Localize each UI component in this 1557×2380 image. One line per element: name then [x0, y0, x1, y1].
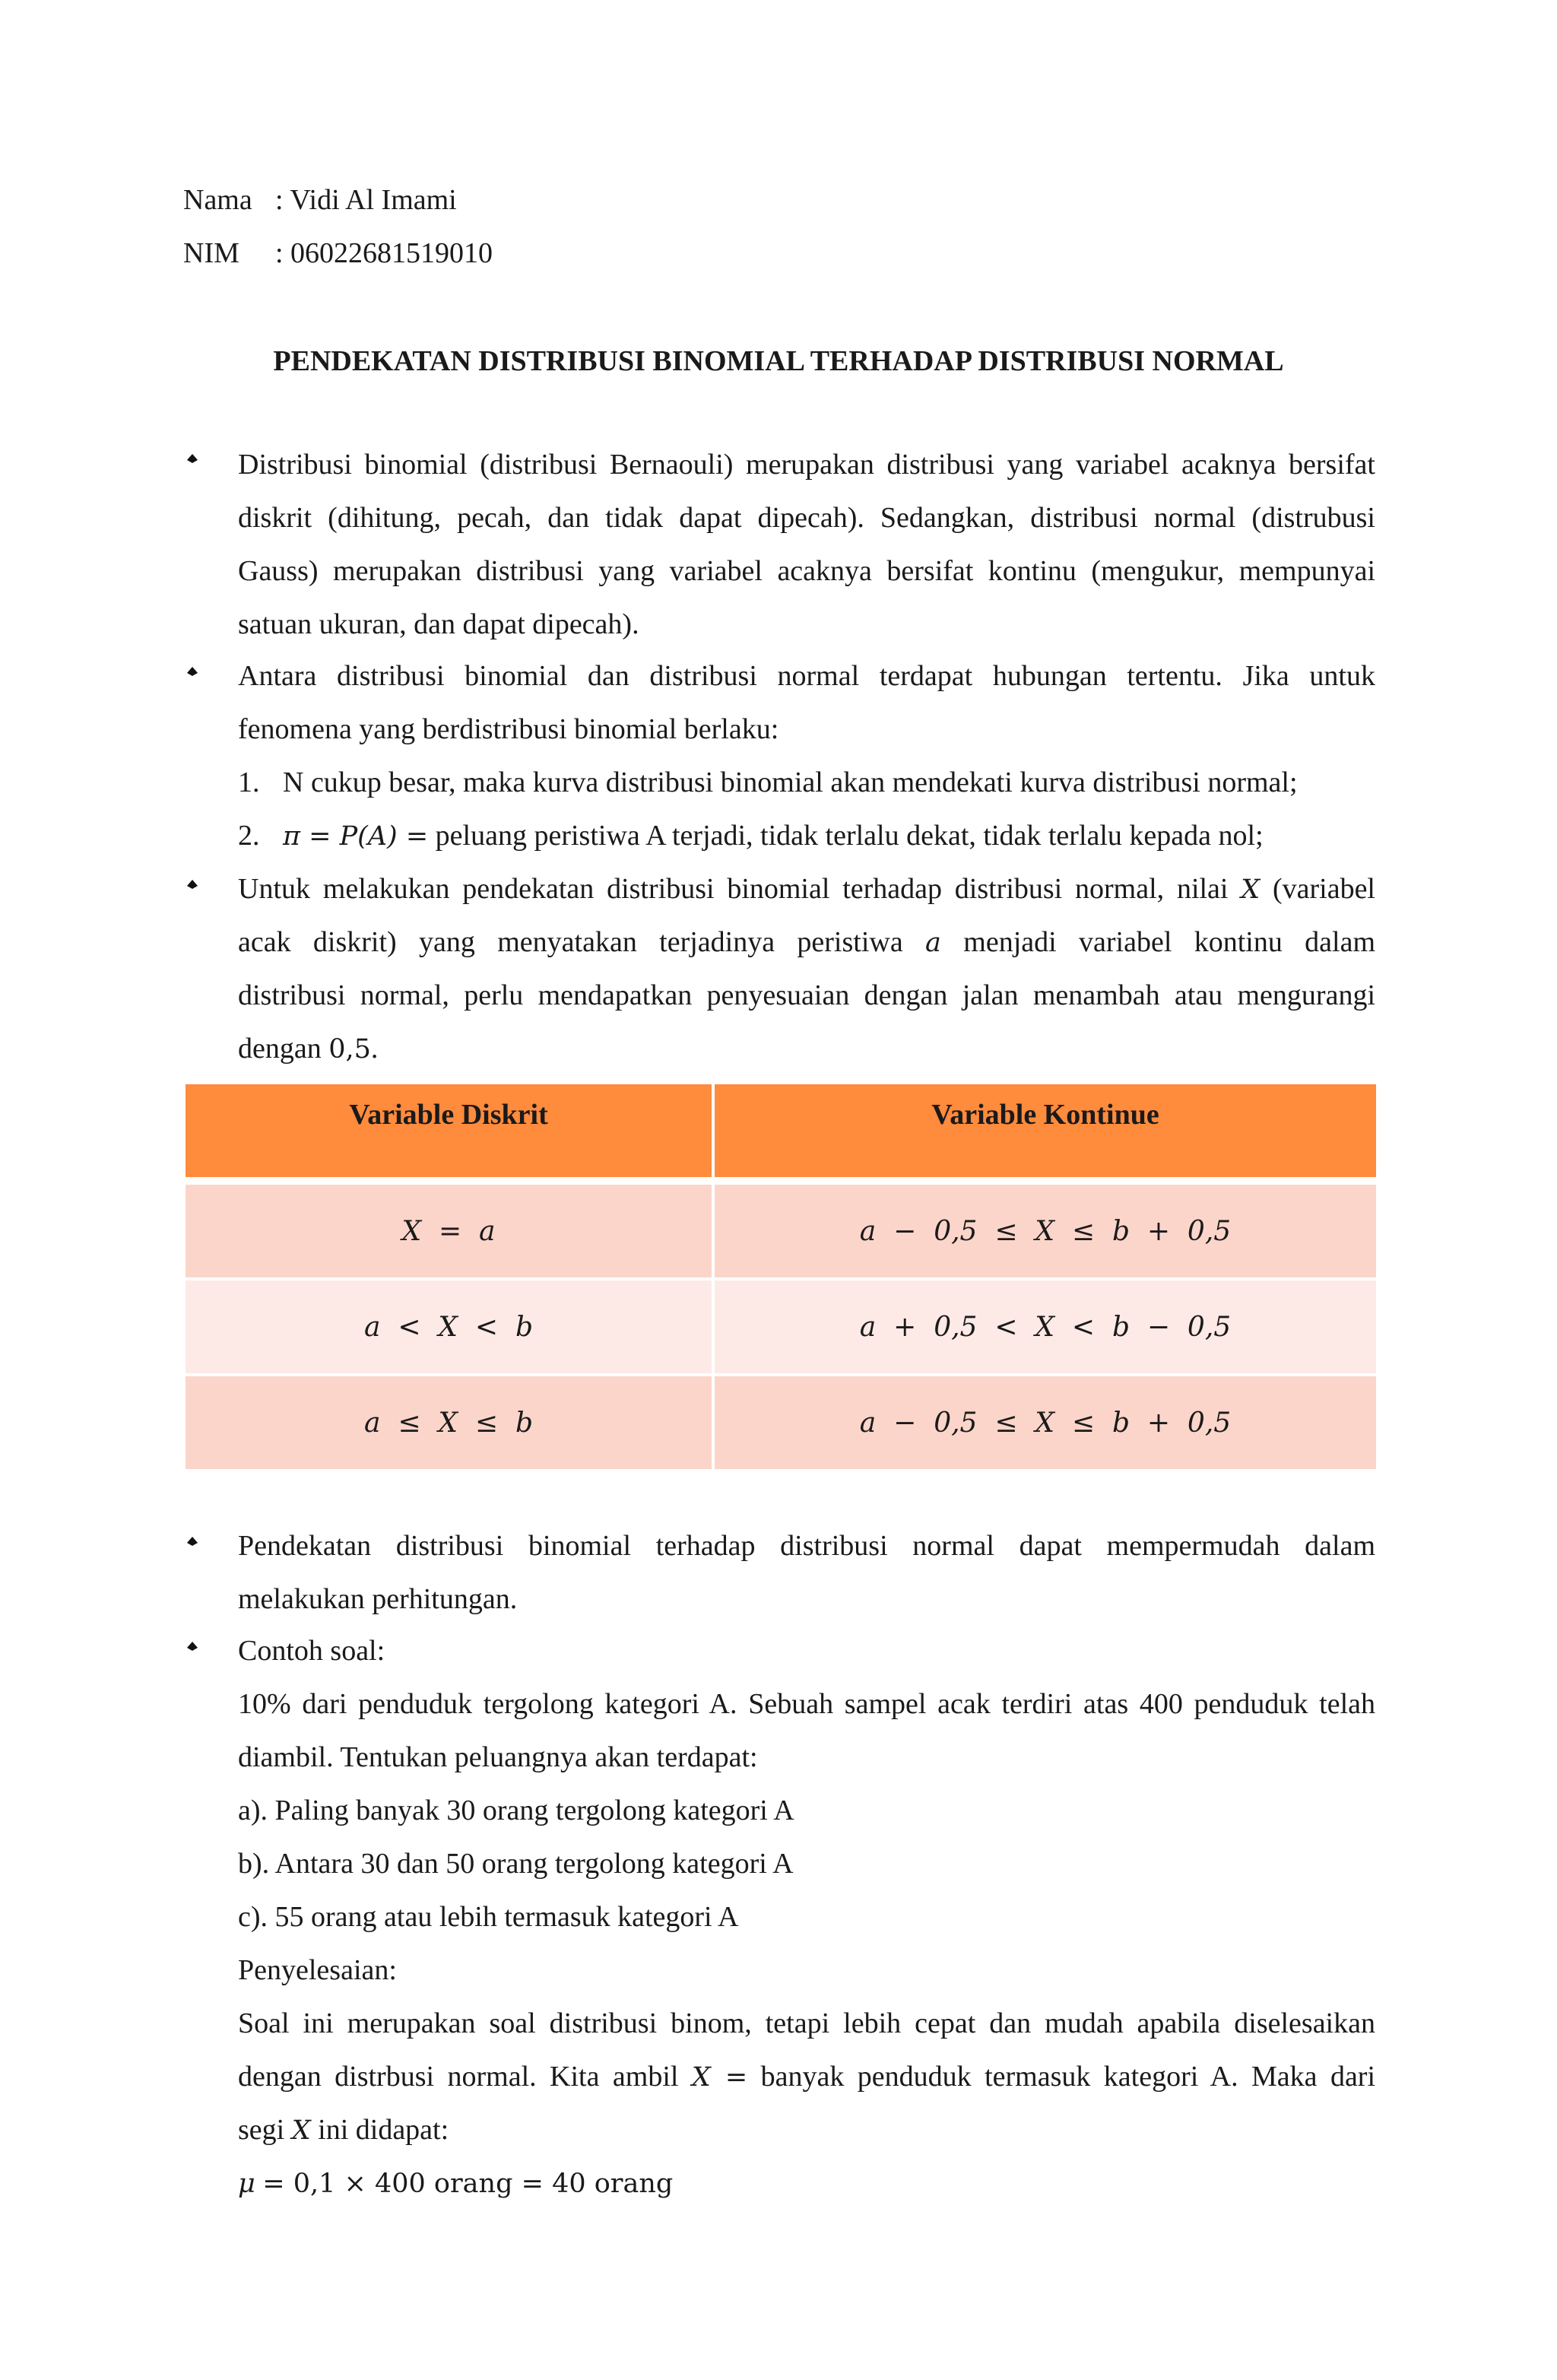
question-line-2: diambil. Tentukan peluangnya akan terdapat: [238, 1741, 758, 1773]
table-cell [715, 1376, 1376, 1469]
table-header-diskrit: Variable Diskrit [186, 1084, 712, 1177]
para-3-line-2 [238, 925, 1375, 960]
question-b: b). Antara 30 dan 50 orang tergolong kategori A [238, 1848, 794, 1880]
table-cell-text: a − 0,5 ≤ X ≤ b + 0,5 [859, 1407, 1232, 1439]
solution-line-3-text-b: ini didapat: [318, 2114, 449, 2146]
list-item-1: N cukup besar, maka kurva distribusi binomial akan mendekati kurva distribusi normal; [283, 766, 1298, 798]
x-definition: X = [691, 2062, 748, 2093]
list-item-1-number: 1. [238, 766, 260, 798]
name-label: Nama [183, 184, 252, 216]
list-item-2-text: peluang peristiwa A terjadi, tidak terlalu dekat, tidak terlalu kepada nol; [435, 820, 1264, 852]
document-title: PENDEKATAN DISTRIBUSI BINOMIAL TERHADAP DISTRIBUSI NORMAL [273, 345, 1284, 377]
mean-formula [238, 2166, 673, 2201]
para-2-line-2: fenomena yang berdistribusi binomial berlaku: [238, 713, 779, 745]
period: . [370, 1033, 379, 1065]
solution-line-3 [238, 2112, 449, 2148]
solution-line-2-text-a: dengan distrbusi normal. Kita ambil [238, 2061, 679, 2093]
name-value: : Vidi Al Imami [275, 184, 457, 216]
question-line-1: 10% dari penduduk tergolong kategori A. Sebuah sampel acak terdiri atas 400 penduduk telah [238, 1688, 1375, 1720]
solution-label: Penyelesaian: [238, 1954, 397, 1986]
para-2-line-1: Antara distribusi binomial dan distribusi normal terdapat hubungan tertentu. Jika untuk [238, 660, 1375, 692]
para-1-line-3: Gauss) merupakan distribusi yang variabel acaknya bersifat kontinu (mengukur, mempunyai [238, 555, 1375, 587]
para-1-line-2: diskrit (dihitung, pecah, dan tidak dapat dipecah). Sedangkan, distribusi normal (distrubusi [238, 502, 1375, 534]
solution-line-3-text-a: segi [238, 2114, 285, 2146]
para-3-line-3: distribusi normal, perlu mendapatkan penyesuaian dengan jalan menambah atau mengurangi [238, 979, 1375, 1011]
list-item-2 [283, 818, 1264, 854]
table-cell [715, 1185, 1376, 1277]
para-1-line-4: satuan ukuran, dan dapat dipecah). [238, 608, 639, 640]
table-cell [186, 1376, 712, 1469]
diamond-bullet-icon [186, 1536, 199, 1550]
diamond-bullet-icon [186, 879, 199, 893]
pi-formula: π = P(A) = [283, 821, 429, 852]
nim-label: NIM [183, 237, 239, 269]
diamond-bullet-icon [186, 1641, 199, 1655]
mean-formula-text: = 0,1 × 400 orang = 40 orang [262, 2169, 674, 2199]
table-cell-text: a ≤ X ≤ b [363, 1407, 533, 1439]
nim-value: : 06022681519010 [275, 237, 493, 269]
question-a: a). Paling banyak 30 orang tergolong kategori A [238, 1795, 794, 1826]
half-value: 0,5 [328, 1034, 371, 1065]
para-3-line-1 [238, 871, 1375, 907]
para-3-line-1-text-a: Untuk melakukan pendekatan distribusi binomial terhadap distribusi normal, nilai [238, 873, 1229, 905]
para-3-line-2-text-a: acak diskrit) yang menyatakan terjadinya peristiwa [238, 926, 903, 958]
solution-line-2 [238, 2059, 1375, 2095]
question-c: c). 55 orang atau lebih termasuk kategori A [238, 1901, 739, 1933]
list-item-2-number: 2. [238, 820, 260, 852]
para-1-line-1: Distribusi binomial (distribusi Bernaouli) merupakan distribusi yang variabel acaknya bersifat [238, 449, 1375, 481]
example-label: Contoh soal: [238, 1635, 385, 1667]
solution-line-2-text-b: banyak penduduk termasuk kategori A. Maka dari [760, 2061, 1376, 2093]
variable-x: X [1241, 874, 1261, 905]
solution-line-1: Soal ini merupakan soal distribusi binom, tetapi lebih cepat dan mudah apabila diselesaikan [238, 2007, 1375, 2039]
diamond-bullet-icon [186, 666, 199, 680]
variable-a: a [925, 928, 941, 958]
diamond-bullet-icon [186, 453, 199, 467]
para-4-line-1: Pendekatan distribusi binomial terhadap distribusi normal dapat mempermudah dalam [238, 1530, 1375, 1562]
para-4-line-2: melakukan perhitungan. [238, 1583, 518, 1615]
variable-x: X [291, 2115, 311, 2146]
para-3-line-4-text: dengan [238, 1033, 322, 1065]
table-cell-text: a < X < b [363, 1311, 533, 1343]
table-cell [186, 1280, 712, 1373]
para-3-line-2-text-b: menjadi variabel kontinu dalam [963, 926, 1376, 958]
table-cell [186, 1185, 712, 1277]
table-cell [715, 1280, 1376, 1373]
mu-symbol: μ [238, 2169, 255, 2199]
table-cell-text: X = a [401, 1215, 496, 1247]
table-cell-text: a + 0,5 < X < b − 0,5 [859, 1311, 1232, 1343]
table-cell-text: a − 0,5 ≤ X ≤ b + 0,5 [859, 1215, 1232, 1247]
table-header-kontinue: Variable Kontinue [715, 1084, 1376, 1177]
para-3-line-4 [238, 1031, 378, 1067]
para-3-line-1-text-b: (variabel [1272, 873, 1375, 905]
